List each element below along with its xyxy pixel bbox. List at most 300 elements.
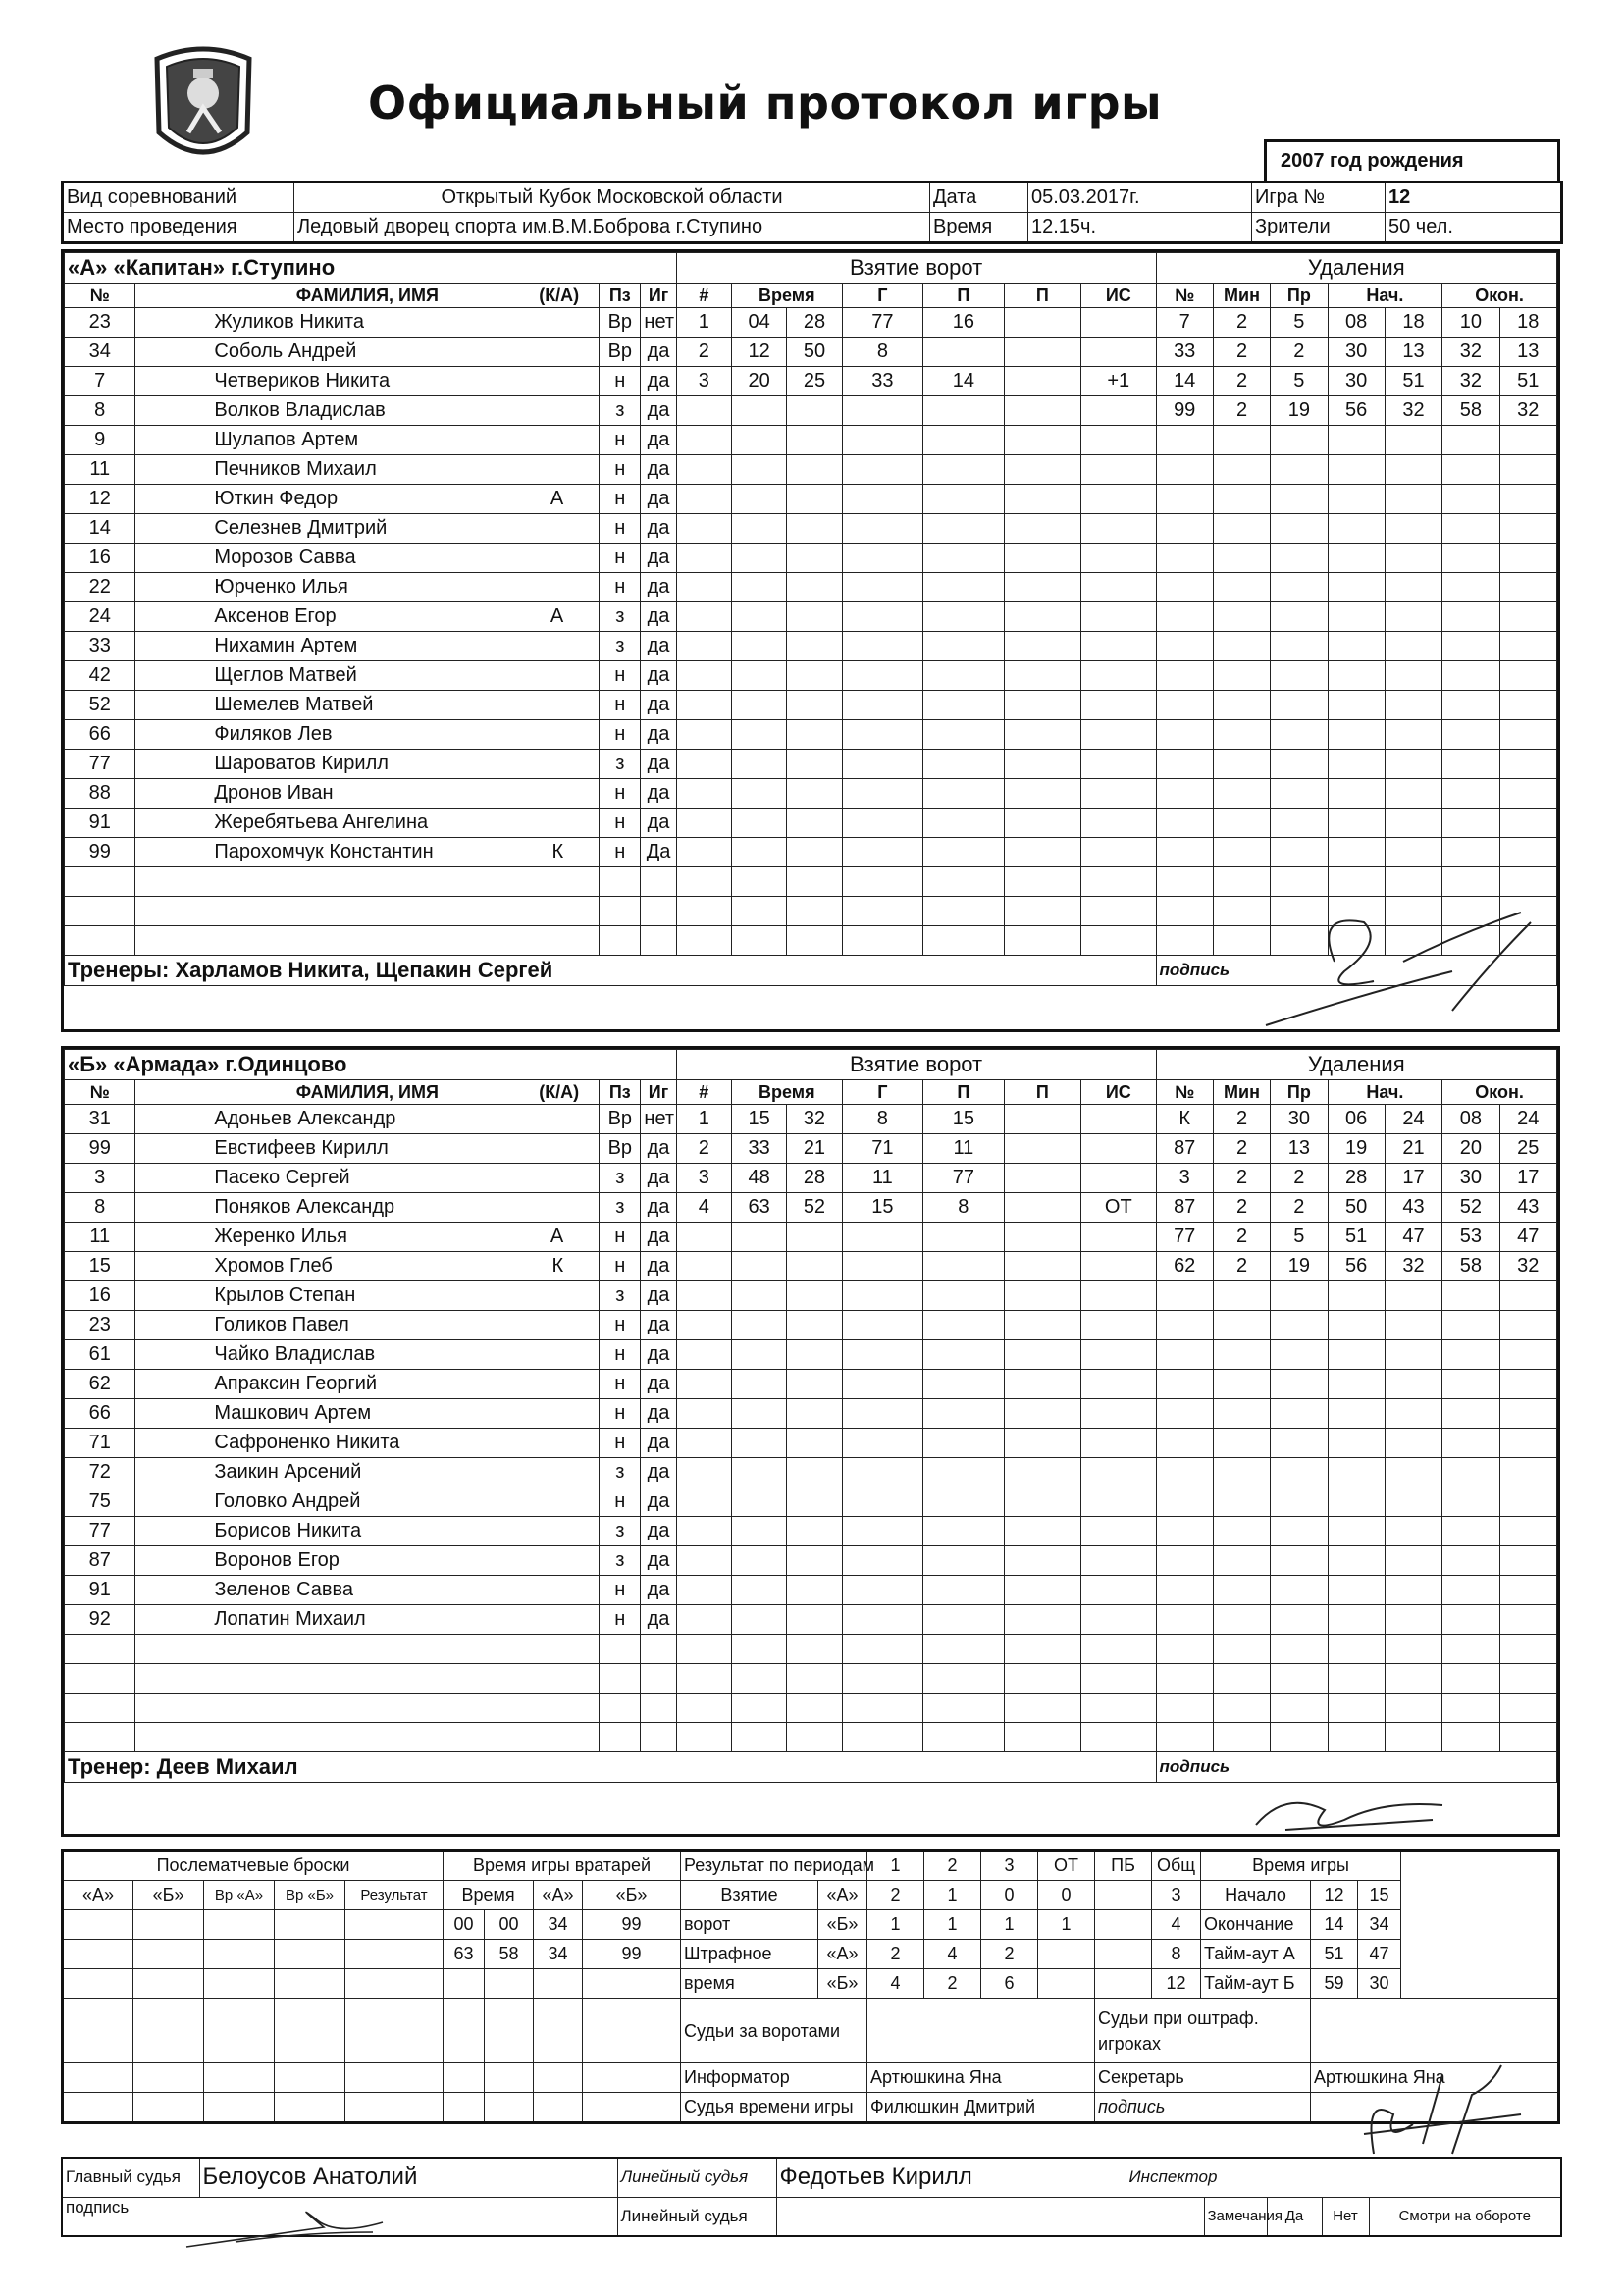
penalty-start-sec: 17 (1385, 1164, 1441, 1193)
player-number: 61 (65, 1340, 135, 1370)
player-position: н (600, 1311, 641, 1340)
penalty-reason: 2 (1271, 1164, 1328, 1193)
pim-b-total: 12 (1152, 1969, 1201, 1999)
period-total: Общ (1152, 1851, 1201, 1881)
player-number: 88 (65, 779, 135, 809)
teamB-row (65, 1546, 1557, 1576)
penalty-end-sec: 47 (1499, 1223, 1557, 1252)
linesman2 (776, 2197, 1126, 2236)
player-name: Воронов Егор (214, 1549, 340, 1571)
goal-situation: +1 (1081, 367, 1157, 396)
remarks-no: Нет (1322, 2197, 1369, 2236)
player-name: Заикин Арсений (214, 1461, 362, 1483)
start-min: 15 (1358, 1881, 1401, 1910)
penalty-min: 2 (1213, 1193, 1270, 1223)
teamA-row (65, 602, 1557, 632)
player-number: 31 (65, 1105, 135, 1134)
player-name: Крылов Степан (214, 1284, 356, 1306)
player-position: з (600, 1517, 641, 1546)
teamA-row (65, 514, 1557, 544)
penalty-start-sec: 24 (1385, 1105, 1441, 1134)
player-position: н (600, 485, 641, 514)
player-position: н (600, 426, 641, 455)
remarks-yes: Да (1267, 2197, 1322, 2236)
player-position: з (600, 632, 641, 661)
player-name: Борисов Никита (214, 1520, 362, 1541)
player-played: Да (641, 838, 676, 867)
player-position: Вр (600, 308, 641, 338)
teamA-row (65, 544, 1557, 573)
player-played: да (641, 1281, 676, 1311)
teamA-table (64, 252, 1557, 986)
penalty-min: 2 (1213, 396, 1270, 426)
player-number: 66 (65, 1399, 135, 1429)
player-name: Нихамин Артем (214, 635, 358, 656)
player-number: 42 (65, 661, 135, 691)
col-g: Г (842, 1080, 922, 1105)
federation-logo (149, 39, 257, 177)
player-name: Поняков Александр (214, 1196, 395, 1218)
penalty-start-min: 30 (1328, 367, 1385, 396)
timekeeper-label: Судья времени игры (681, 2093, 867, 2123)
goal-situation (1081, 1134, 1157, 1164)
player-played: да (641, 514, 676, 544)
goal-scorer: 77 (842, 308, 922, 338)
player-name: Щеглов Матвей (214, 664, 357, 686)
goal-min: 15 (731, 1105, 786, 1134)
goals-team-a: «А» (818, 1881, 867, 1910)
player-played: да (641, 485, 676, 514)
player-name: Машкович Артем (214, 1402, 372, 1424)
goal-number: 3 (676, 367, 731, 396)
penalty-player: 3 (1156, 1164, 1213, 1193)
penalty-min: 2 (1213, 308, 1270, 338)
penalty-end-min: 58 (1442, 396, 1499, 426)
pim-team-a: «А» (818, 1940, 867, 1969)
player-position: н (600, 691, 641, 720)
goals-b-pb (1095, 1910, 1152, 1940)
pim-b-p3: 6 (981, 1969, 1038, 1999)
player-number: 22 (65, 573, 135, 602)
penalty-end-sec: 43 (1499, 1193, 1557, 1223)
goal-min: 63 (731, 1193, 786, 1223)
col-ppr: Пр (1271, 1080, 1328, 1105)
end-label: Окончание (1201, 1910, 1311, 1940)
gk-row1-a: 34 (534, 1910, 583, 1940)
player-number: 8 (65, 396, 135, 426)
player-position: н (600, 1370, 641, 1399)
penalty-end-sec: 32 (1499, 1252, 1557, 1281)
goal-sec: 28 (787, 308, 842, 338)
player-number: 24 (65, 602, 135, 632)
remarks-label: Замечания (1204, 2197, 1267, 2236)
player-played: да (641, 367, 676, 396)
player-number: 33 (65, 632, 135, 661)
player-position: з (600, 750, 641, 779)
pim-a-p1: 2 (867, 1940, 924, 1969)
player-position: н (600, 367, 641, 396)
col-name: ФАМИЛИЯ, ИМЯ (295, 285, 439, 305)
goals-b-ot: 1 (1038, 1910, 1095, 1940)
player-number: 92 (65, 1605, 135, 1635)
col-p2: П (1004, 1080, 1080, 1105)
goal-sec: 25 (787, 367, 842, 396)
penalty-player: 87 (1156, 1193, 1213, 1223)
penalty-player: 77 (1156, 1223, 1213, 1252)
teamA-row (65, 867, 1557, 897)
penalty-end-min: 32 (1442, 338, 1499, 367)
player-role: А (550, 605, 564, 627)
pim-label-1: Штрафное (681, 1940, 818, 1969)
player-position: н (600, 1605, 641, 1635)
goals-a-p2: 1 (924, 1881, 981, 1910)
col-ka: (К/А) (539, 1081, 580, 1102)
shootout-header: Послематчевые броски (63, 1851, 444, 1881)
game-time-header: Время игры (1201, 1851, 1401, 1881)
player-played: да (641, 632, 676, 661)
goal-situation (1081, 338, 1157, 367)
penalty-player: 33 (1156, 338, 1213, 367)
col-is: ИС (1081, 1080, 1157, 1105)
goal-assist2 (1004, 1164, 1080, 1193)
goal-situation (1081, 1164, 1157, 1193)
col-pmin: Мин (1213, 284, 1270, 308)
goals-b-p2: 1 (924, 1910, 981, 1940)
toa-label: Тайм-аут А (1201, 1940, 1311, 1969)
player-position: н (600, 720, 641, 750)
goals-a-p3: 0 (981, 1881, 1038, 1910)
end-min: 34 (1358, 1910, 1401, 1940)
col-pz: Пз (600, 1080, 641, 1105)
teamA-row (65, 661, 1557, 691)
period-1: 1 (867, 1851, 924, 1881)
start-label: Начало (1201, 1881, 1311, 1910)
pim-b-p2: 2 (924, 1969, 981, 1999)
player-position: н (600, 1429, 641, 1458)
penalty-player: 99 (1156, 396, 1213, 426)
penalty-start-min: 50 (1328, 1193, 1385, 1223)
player-played: да (641, 720, 676, 750)
so-a: «А» (63, 1881, 133, 1910)
player-name: Четвериков Никита (214, 370, 391, 391)
teamB-row (65, 1105, 1557, 1134)
penalty-min: 2 (1213, 1252, 1270, 1281)
col-pmin: Мин (1213, 1080, 1270, 1105)
teamB-row (65, 1193, 1557, 1223)
player-played: да (641, 1517, 676, 1546)
gk-row2-a: 34 (534, 1940, 583, 1969)
player-role: А (550, 488, 564, 509)
teamB-row (65, 1458, 1557, 1487)
player-number: 11 (65, 1223, 135, 1252)
player-name: Жуликов Никита (214, 311, 364, 333)
so-vra: Вр «А» (204, 1881, 275, 1910)
pim-b-pb (1095, 1969, 1152, 1999)
so-b: «Б» (133, 1881, 204, 1910)
player-role: К (551, 1255, 564, 1277)
player-name: Шулапов Артем (214, 429, 359, 450)
player-name: Апраксин Георгий (214, 1373, 378, 1394)
player-played: да (641, 1223, 676, 1252)
venue-label: Место проведения (63, 213, 294, 243)
player-number: 87 (65, 1546, 135, 1576)
player-position: н (600, 838, 641, 867)
player-played: да (641, 338, 676, 367)
gk-row1-min: 00 (444, 1910, 485, 1940)
teamB-row (65, 1517, 1557, 1546)
player-position: н (600, 1223, 641, 1252)
teamB-sign-label: подпись (1156, 1752, 1556, 1783)
col-num: № (65, 1080, 135, 1105)
penalty-end-min: 58 (1442, 1252, 1499, 1281)
player-name: Соболь Андрей (214, 340, 357, 362)
penalty-min: 2 (1213, 1134, 1270, 1164)
birth-year: 2007 год рождения (1281, 150, 1464, 172)
teamA-row (65, 396, 1557, 426)
goal-assist1: 11 (923, 1134, 1004, 1164)
col-pnum: № (1156, 284, 1213, 308)
goal-assist1: 14 (923, 367, 1004, 396)
player-position: з (600, 1281, 641, 1311)
teamA-row (65, 338, 1557, 367)
penalty-end-sec: 51 (1499, 367, 1557, 396)
player-number: 15 (65, 1252, 135, 1281)
penalty-start-min: 56 (1328, 1252, 1385, 1281)
pim-b-ot (1038, 1969, 1095, 1999)
player-played: да (641, 1164, 676, 1193)
teamB-row (65, 1635, 1557, 1664)
start-hour: 12 (1311, 1881, 1358, 1910)
goal-scorer: 11 (842, 1164, 922, 1193)
teamB-row (65, 1664, 1557, 1694)
teamA-row (65, 367, 1557, 396)
teamB-row (65, 1370, 1557, 1399)
player-played: да (641, 1546, 676, 1576)
gk-row2-b: 99 (583, 1940, 681, 1969)
penalty-min: 2 (1213, 367, 1270, 396)
player-name: Жеребятьева Ангелина (214, 811, 429, 833)
col-p2: П (1004, 284, 1080, 308)
team-b-section (61, 1046, 1560, 1837)
inspector-label: Инспектор (1126, 2158, 1561, 2197)
teamA-row (65, 838, 1557, 867)
player-number: 7 (65, 367, 135, 396)
player-number: 91 (65, 809, 135, 838)
player-name: Шемелев Матвей (214, 694, 374, 715)
col-gnum: # (676, 1080, 731, 1105)
goal-situation (1081, 308, 1157, 338)
secretary-label: Секретарь (1095, 2063, 1311, 2093)
comp-value: Открытый Кубок Московской области (294, 183, 930, 213)
player-position: з (600, 602, 641, 632)
col-gnum: # (676, 284, 731, 308)
player-position: н (600, 1252, 641, 1281)
player-number: 9 (65, 426, 135, 455)
col-pnum: № (1156, 1080, 1213, 1105)
col-num: № (65, 284, 135, 308)
birth-year-box (1264, 139, 1560, 181)
player-number: 77 (65, 1517, 135, 1546)
player-played: да (641, 602, 676, 632)
header-table (61, 181, 1563, 244)
penalty-player: К (1156, 1105, 1213, 1134)
pen-judges-label: Судьи при оштраф. игроках (1095, 1999, 1311, 2063)
col-ig: Иг (641, 1080, 676, 1105)
goal-sec: 50 (787, 338, 842, 367)
player-number: 16 (65, 544, 135, 573)
player-played: да (641, 691, 676, 720)
player-played: да (641, 1605, 676, 1635)
goal-assist2 (1004, 1193, 1080, 1223)
signature-secretary (1354, 2056, 1531, 2164)
player-played: да (641, 1458, 676, 1487)
player-position: з (600, 1458, 641, 1487)
goal-assist1: 16 (923, 308, 1004, 338)
teamB-row (65, 1694, 1557, 1723)
player-played: да (641, 779, 676, 809)
player-number: 34 (65, 338, 135, 367)
linesman1: Федотьев Кирилл (776, 2158, 1126, 2197)
penalty-start-sec: 18 (1385, 308, 1441, 338)
game-value: 12 (1386, 183, 1562, 213)
player-position: з (600, 1546, 641, 1576)
tob-min: 59 (1311, 1969, 1358, 1999)
date-label: Дата (930, 183, 1028, 213)
gk-time-col: Время (444, 1881, 534, 1910)
player-number: 52 (65, 691, 135, 720)
linesman1-label: Линейный судья (617, 2158, 776, 2197)
goal-number: 3 (676, 1164, 731, 1193)
player-name: Зеленов Савва (214, 1579, 354, 1600)
penalty-player: 87 (1156, 1134, 1213, 1164)
player-position: н (600, 1576, 641, 1605)
penalty-end-min: 32 (1442, 367, 1499, 396)
teamA-row (65, 720, 1557, 750)
pim-label-2: время (681, 1969, 818, 1999)
player-number: 14 (65, 514, 135, 544)
spectators-value: 50 чел. (1386, 213, 1562, 243)
penalty-start-min: 56 (1328, 396, 1385, 426)
penalty-min: 2 (1213, 338, 1270, 367)
player-number: 23 (65, 1311, 135, 1340)
player-name: Юрченко Илья (214, 576, 348, 598)
gk-a: «А» (534, 1881, 583, 1910)
teamB-row (65, 1281, 1557, 1311)
teamB-table (64, 1049, 1557, 1783)
penalty-start-sec: 32 (1385, 396, 1441, 426)
player-name: Аксенов Егор (214, 605, 337, 627)
penalty-start-sec: 51 (1385, 367, 1441, 396)
goals-label-1: Взятие (681, 1881, 818, 1910)
penalty-start-min: 06 (1328, 1105, 1385, 1134)
penalty-reason: 2 (1271, 338, 1328, 367)
goal-number: 1 (676, 1105, 731, 1134)
gk-time-header: Время игры вратарей (444, 1851, 681, 1881)
teamB-row (65, 1252, 1557, 1281)
teamA-row (65, 455, 1557, 485)
player-played: нет (641, 1105, 676, 1134)
penalty-start-min: 51 (1328, 1223, 1385, 1252)
player-number: 99 (65, 1134, 135, 1164)
teamA-title: «А» «Капитан» г.Ступино (65, 253, 677, 284)
player-played: да (641, 1311, 676, 1340)
goal-assist2 (1004, 308, 1080, 338)
toa-min: 51 (1311, 1940, 1358, 1969)
tob-label: Тайм-аут Б (1201, 1969, 1311, 1999)
penalty-end-min: 10 (1442, 308, 1499, 338)
linesman2-label: Линейный судья (617, 2197, 776, 2236)
goal-situation: ОТ (1081, 1193, 1157, 1223)
col-p1: П (923, 284, 1004, 308)
goal-min: 12 (731, 338, 786, 367)
goal-sec: 52 (787, 1193, 842, 1223)
col-ig: Иг (641, 284, 676, 308)
goals-b-p3: 1 (981, 1910, 1038, 1940)
player-played: да (641, 750, 676, 779)
player-number: 23 (65, 308, 135, 338)
gk-row1-b: 99 (583, 1910, 681, 1940)
player-role: А (550, 1226, 564, 1247)
player-played: нет (641, 308, 676, 338)
see-back: Смотри на обороте (1369, 2197, 1561, 2236)
so-result: Результат (345, 1881, 444, 1910)
player-played: да (641, 661, 676, 691)
player-name: Морозов Савва (214, 547, 356, 568)
teamA-row (65, 691, 1557, 720)
timekeeper-value: Филюшкин Дмитрий (867, 2093, 1095, 2123)
col-gtime: Время (731, 1080, 842, 1105)
goals-label-2: ворот (681, 1910, 818, 1940)
player-played: да (641, 573, 676, 602)
player-name: Хромов Глеб (214, 1255, 333, 1277)
player-name: Парохомчук Константин (214, 841, 434, 862)
player-played: да (641, 544, 676, 573)
player-played: да (641, 1429, 676, 1458)
page-title: Официальный протокол игры (368, 77, 1163, 130)
penalty-end-sec: 24 (1499, 1105, 1557, 1134)
head-referee-label: Главный судья (62, 2158, 199, 2197)
head-referee: Белоусов Анатолий (199, 2158, 617, 2197)
player-name: Жеренко Илья (214, 1226, 348, 1247)
time-label: Время (930, 213, 1028, 243)
player-number: 11 (65, 455, 135, 485)
goal-scorer: 71 (842, 1134, 922, 1164)
teamB-coaches: Тренер: Деев Михаил (65, 1752, 1157, 1783)
player-name: Пасеко Сергей (214, 1167, 350, 1188)
goal-scorer: 33 (842, 367, 922, 396)
player-position: н (600, 1399, 641, 1429)
teamA-goals-header: Взятие ворот (676, 253, 1156, 284)
pim-b-p1: 4 (867, 1969, 924, 1999)
player-played: да (641, 1576, 676, 1605)
col-pend: Окон. (1442, 1080, 1557, 1105)
player-position: н (600, 809, 641, 838)
goal-min: 48 (731, 1164, 786, 1193)
informer-label: Информатор (681, 2063, 867, 2093)
secretary-value: Артюшкина Яна (1311, 2063, 1559, 2093)
goals-team-b: «Б» (818, 1910, 867, 1940)
player-number: 62 (65, 1370, 135, 1399)
player-position: Вр (600, 1105, 641, 1134)
player-played: да (641, 426, 676, 455)
col-pstart: Нач. (1328, 1080, 1442, 1105)
goals-a-p1: 2 (867, 1881, 924, 1910)
player-position: н (600, 544, 641, 573)
col-ppr: Пр (1271, 284, 1328, 308)
penalty-end-sec: 32 (1499, 396, 1557, 426)
penalty-reason: 5 (1271, 1223, 1328, 1252)
player-name: Печников Михаил (214, 458, 377, 480)
